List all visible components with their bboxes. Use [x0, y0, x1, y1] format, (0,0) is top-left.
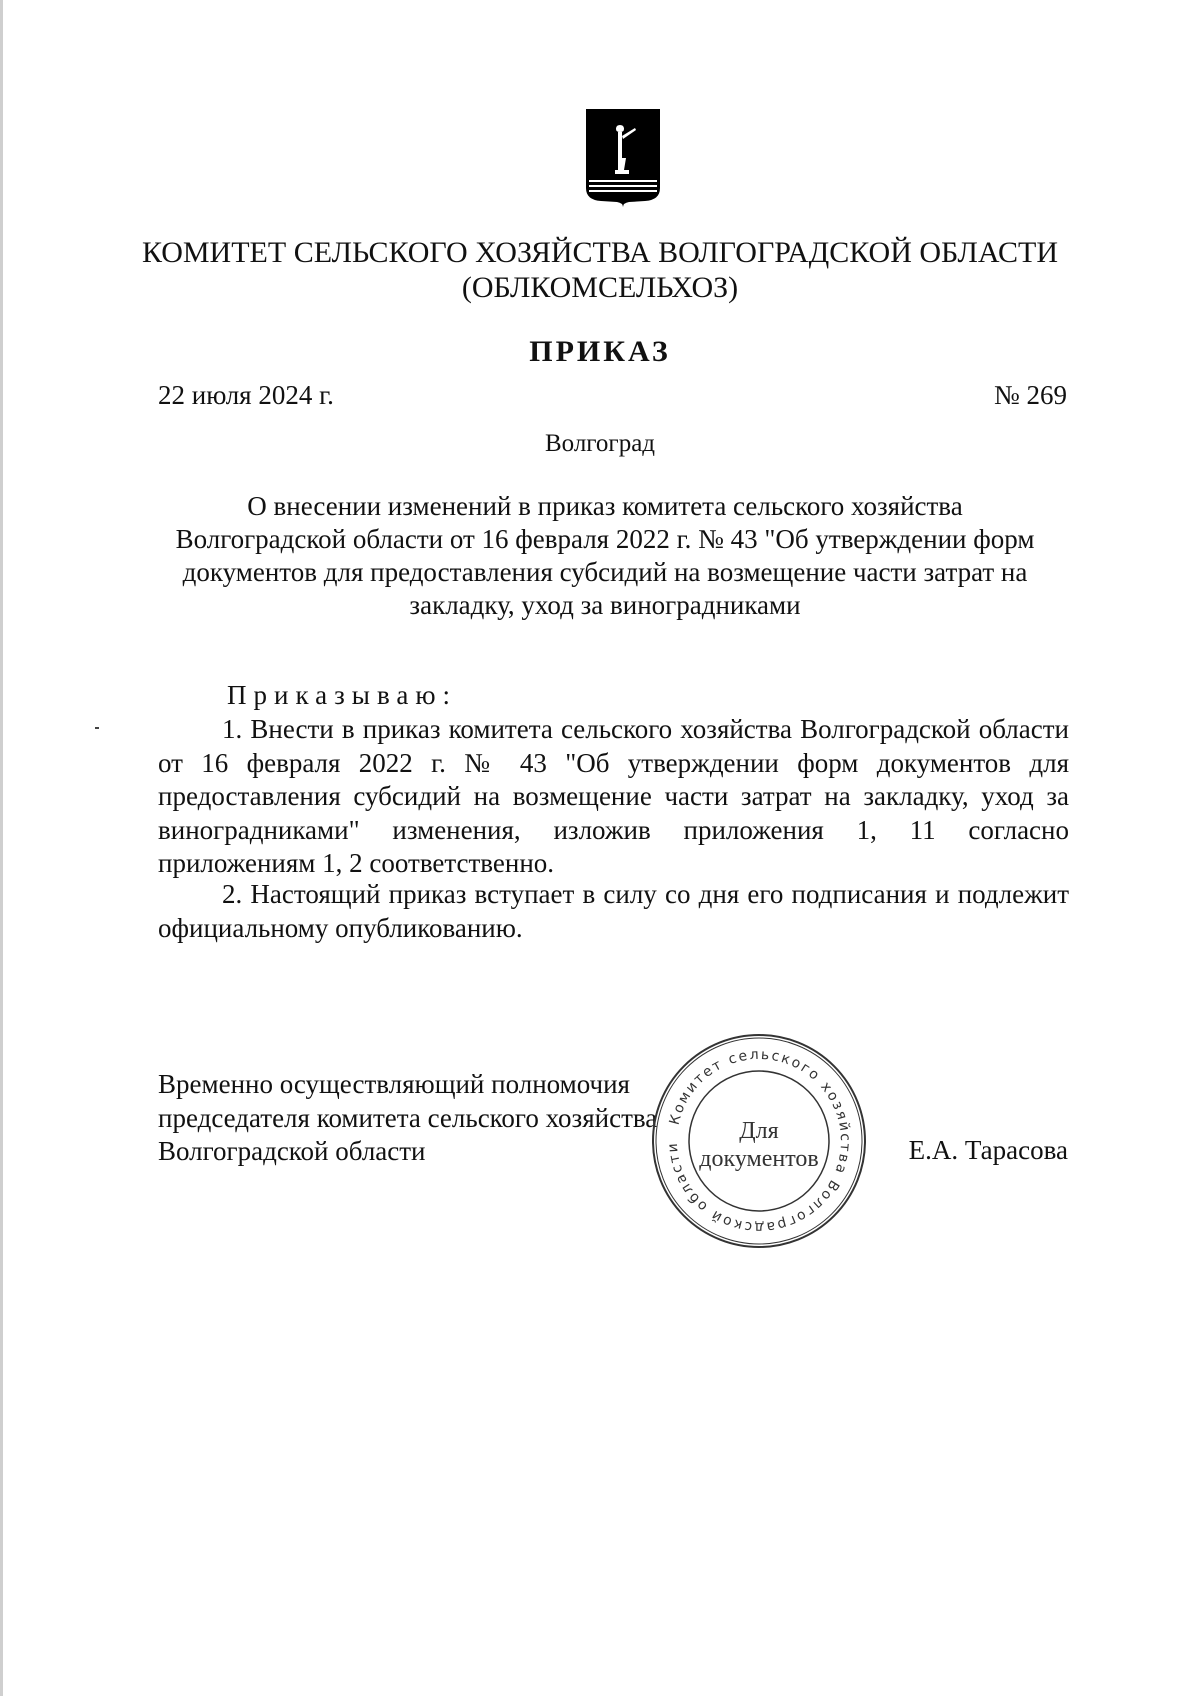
organization-short-name: (ОБЛКОМСЕЛЬХОЗ) [461, 271, 739, 304]
document-date: 22 июля 2024 г. [158, 380, 334, 410]
document-subject [150, 490, 1060, 622]
subject-line: Волгоградской области от 16 февраля 2022 г. № 43 "Об утверждении форм [175, 524, 1035, 554]
official-stamp [648, 1030, 870, 1252]
organization-name: КОМИТЕТ СЕЛЬСКОГО ХОЗЯЙСТВА ВОЛГОГРАДСКОЙ ОБЛАСТИ [141, 236, 1059, 269]
document-number: № 269 [993, 380, 1067, 410]
subject-line: документов для предоставления субсидий на возмещение части затрат на [182, 557, 1028, 587]
signer-position-line: Временно осуществляющий полномочия [158, 1069, 630, 1099]
coat-of-arms-icon [585, 108, 661, 208]
order-item-2: 2. Настоящий приказ вступает в силу со дня его подписания и подлежит официальному опубликованию. [158, 879, 1069, 943]
document-city: Волгоград [544, 430, 656, 457]
order-item-1: 1. Внести в приказ комитета сельского хозяйства Волгоградской области от 16 февраля 2022 г. № 43 "Об утверждении форм документов для предоставления субсидий на возмещение части затрат на закладку, уход за виноградниками" изменения, изложив приложения 1, 11 согласно приложениям 1, 2 соответственно. [158, 714, 1069, 878]
subject-line: закладку, уход за виноградниками [409, 590, 801, 620]
stamp-center-line: Для [739, 1118, 779, 1144]
scan-speck [95, 727, 99, 729]
signer-name: Е.А. Тарасова [908, 1135, 1068, 1165]
document-type: ПРИКАЗ [529, 335, 671, 368]
subject-line: О внесении изменений в приказ комитета сельского хозяйства [247, 491, 963, 521]
orders-word: Приказываю: [227, 680, 457, 710]
stamp-ring-text: Комитет сельского хозяйства Волгоградской области [664, 1046, 854, 1236]
signer-position [158, 1068, 657, 1169]
signer-position-line: Волгоградской области [158, 1136, 426, 1166]
scan-edge [0, 0, 3, 1696]
stamp-center-line: документов [699, 1146, 819, 1172]
signer-position-line: председателя комитета сельского хозяйства [158, 1102, 658, 1133]
